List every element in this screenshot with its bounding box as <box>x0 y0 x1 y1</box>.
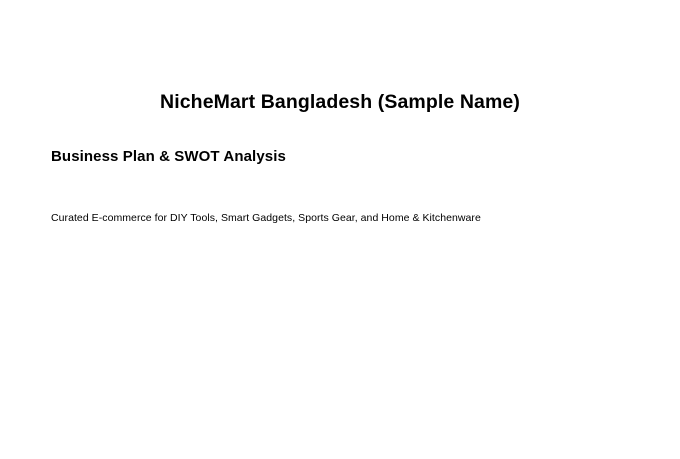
document-tagline: Curated E-commerce for DIY Tools, Smart Gadgets, Sports Gear, and Home & Kitchenware <box>51 211 481 224</box>
page-title: NicheMart Bangladesh (Sample Name) <box>160 91 520 114</box>
document-subtitle: Business Plan & SWOT Analysis <box>51 148 286 166</box>
